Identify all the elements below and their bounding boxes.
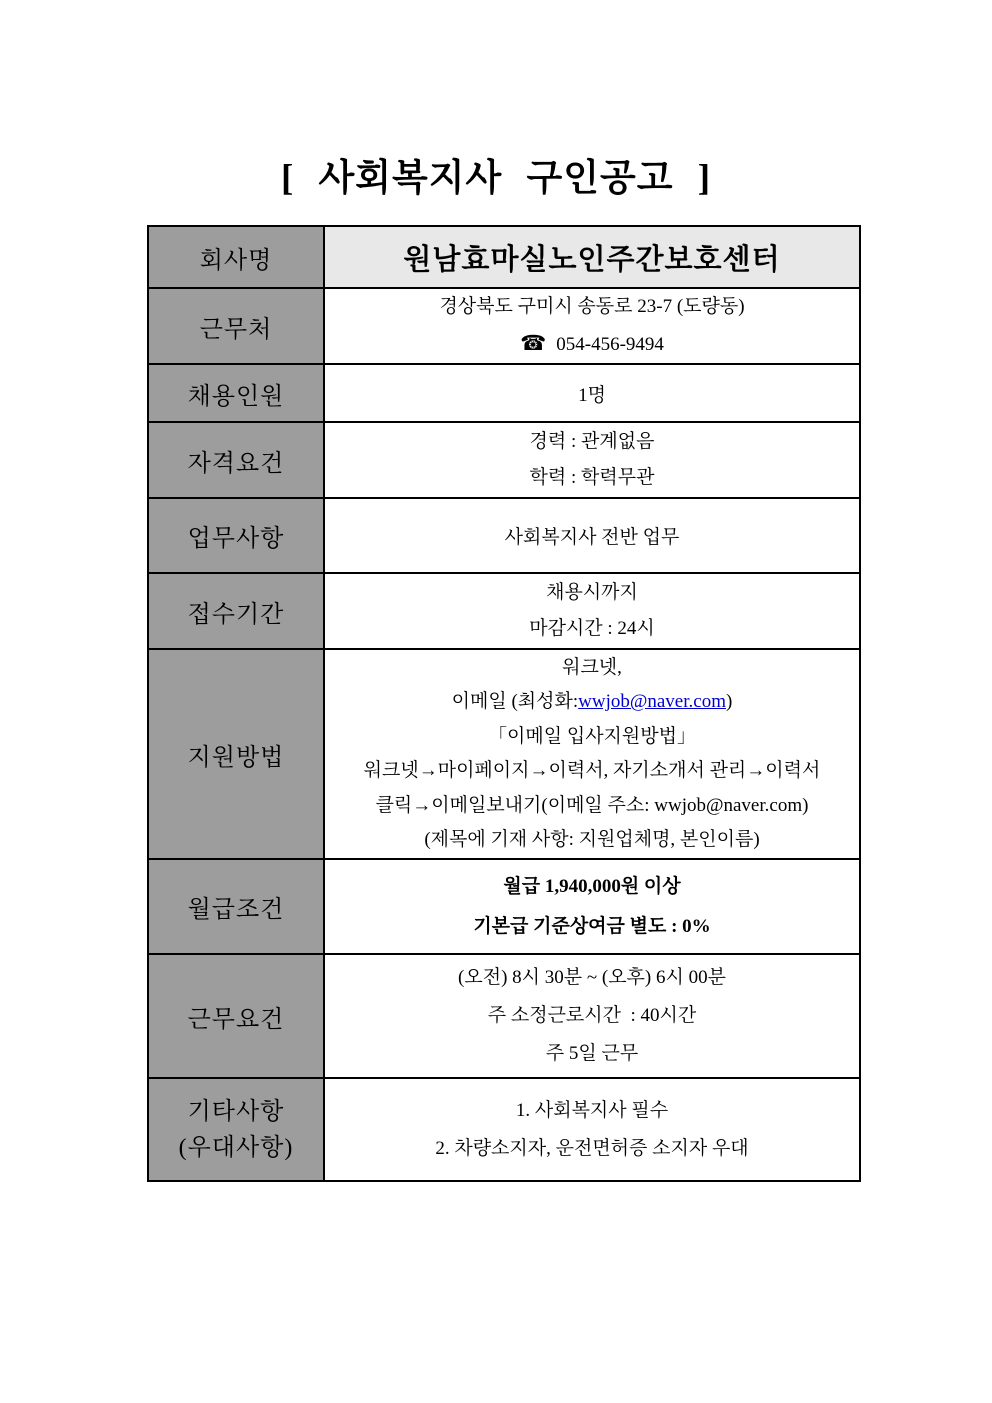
email-link[interactable]: wwjob@naver.com [578,691,726,713]
table-row-qualifications [148,422,860,498]
page-title: [ 사회복지사 구인공고 ] [280,158,712,199]
phone-icon: ☎ [520,331,547,356]
etc-requirement-2: 2. 차량소지자, 운전면허증 소지자 우대 [435,1137,749,1159]
job-posting-table [147,225,861,1182]
row-label-workplace: 근무처 [148,288,324,364]
qualifications-career: 경력 : 관계없음 [529,431,655,453]
etc-requirement-1: 1. 사회복지사 필수 [515,1099,669,1121]
etc-label-line2: (우대사항) [178,1134,294,1161]
row-label-duties: 업무사항 [148,498,324,573]
headcount-value: 1명 [324,364,860,422]
duties-value: 사회복지사 전반 업무 [324,498,860,573]
row-label-headcount: 채용인원 [148,364,324,422]
salary-value [324,859,860,954]
salary-bonus: 기본급 기준상여금 별도 : 0% [473,915,711,937]
period-deadline: 마감시간 : 24시 [529,618,655,640]
row-label-apply: 지원방법 [148,649,324,859]
qualifications-education: 학력 : 학력무관 [529,467,655,489]
apply-step-2: 클릭→이메일보내기(이메일 주소: wwjob@naver.com) [375,794,809,816]
work-hours: (오전) 8시 30분 ~ (오후) 6시 00분 [458,967,726,989]
work-conditions-value [324,954,860,1078]
etc-label-line1: 기타사항 [187,1098,285,1125]
period-value [324,573,860,649]
apply-value [324,649,860,859]
table-row-period [148,573,860,649]
table-row-headcount [148,364,860,422]
row-label-qualifications: 자격요건 [148,422,324,498]
phone-number: 054-456-9494 [556,334,664,356]
table-row-salary [148,859,860,954]
row-label-period: 접수기간 [148,573,324,649]
table-row-company [148,226,860,288]
apply-step-1: 워크넷→마이페이지→이력서, 자기소개서 관리→이력서 [363,760,821,782]
qualifications-value [324,422,860,498]
row-label-company: 회사명 [148,226,324,288]
apply-email-line [325,685,859,720]
apply-channel: 워크넷, [562,656,622,678]
table-row-work-conditions [148,954,860,1078]
period-until: 채용시까지 [546,582,638,604]
apply-method-title: 「이메일 입사지원방법」 [488,725,696,747]
row-label-work-conditions: 근무요건 [148,954,324,1078]
workplace-value [324,288,860,364]
table-row-apply [148,649,860,859]
workplace-phone-line [325,325,859,363]
table-row-workplace [148,288,860,364]
etc-value [324,1078,860,1181]
table-row-etc [148,1078,860,1181]
row-label-etc [148,1078,324,1181]
apply-subject-note: (제목에 기재 사항: 지원업체명, 본인이름) [424,829,760,851]
company-name-value: 원남효마실노인주간보호센터 [324,226,860,288]
work-days: 주 5일 근무 [545,1043,639,1065]
apply-email-pre: 이메일 (최성화: [451,691,579,713]
weekly-hours: 주 소정근로시간 : 40시간 [487,1005,697,1027]
apply-email-post: ) [725,691,733,713]
table-row-duties [148,498,860,573]
salary-amount: 월급 1,940,000원 이상 [503,875,681,897]
row-label-salary: 월급조건 [148,859,324,954]
workplace-address: 경상북도 구미시 송동로 23-7 (도량동) [439,296,745,318]
